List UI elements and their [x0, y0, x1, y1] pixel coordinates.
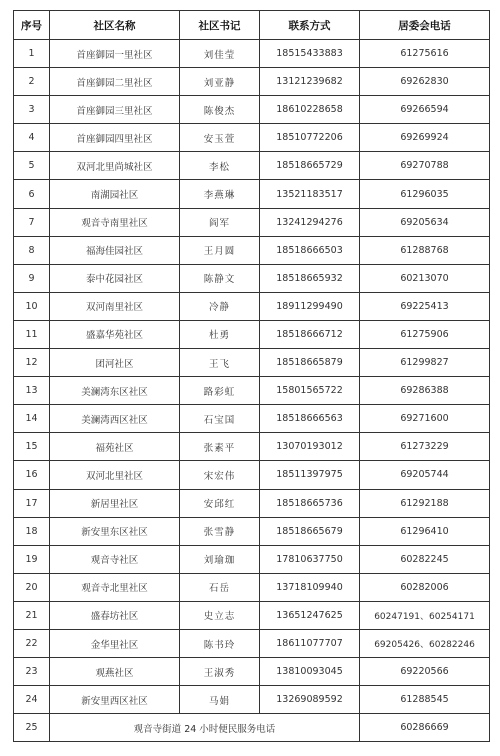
office-phone: 61288545 — [360, 686, 490, 714]
community-name: 首座御园四里社区 — [50, 124, 180, 152]
row-number: 24 — [14, 686, 50, 714]
office-phone: 61288768 — [360, 236, 490, 264]
contact-phone: 13651247625 — [260, 601, 360, 629]
header-community-name: 社区名称 — [50, 11, 180, 40]
table-row — [14, 349, 490, 377]
table-row — [14, 124, 490, 152]
contact-phone: 13810093045 — [260, 658, 360, 686]
office-phone: 69225413 — [360, 292, 490, 320]
community-name: 双河南里社区 — [50, 292, 180, 320]
row-number: 21 — [14, 601, 50, 629]
row-number: 6 — [14, 180, 50, 208]
contact-phone: 13070193012 — [260, 433, 360, 461]
contact-phone: 18518666503 — [260, 236, 360, 264]
row-number: 18 — [14, 517, 50, 545]
header-contact: 联系方式 — [260, 11, 360, 40]
row-number: 19 — [14, 545, 50, 573]
secretary-name: 陈书玲 — [180, 629, 260, 657]
community-name: 新居里社区 — [50, 489, 180, 517]
secretary-name: 安玉萱 — [180, 124, 260, 152]
secretary-name: 陈静文 — [180, 264, 260, 292]
secretary-name: 路彩虹 — [180, 377, 260, 405]
secretary-name: 刘佳莹 — [180, 40, 260, 68]
community-name: 美澜湾东区社区 — [50, 377, 180, 405]
table-row — [14, 208, 490, 236]
row-number: 20 — [14, 573, 50, 601]
contact-phone: 18518666712 — [260, 320, 360, 348]
contact-phone: 13269089592 — [260, 686, 360, 714]
footer-number: 25 — [14, 714, 50, 742]
contact-phone: 18518665679 — [260, 517, 360, 545]
header-office-phone: 居委会电话 — [360, 11, 490, 40]
secretary-name: 王飞 — [180, 349, 260, 377]
community-name: 新安里东区社区 — [50, 517, 180, 545]
office-phone: 69271600 — [360, 405, 490, 433]
table-row — [14, 236, 490, 264]
row-number: 9 — [14, 264, 50, 292]
office-phone: 61296410 — [360, 517, 490, 545]
community-name: 美澜湾西区社区 — [50, 405, 180, 433]
table-row — [14, 377, 490, 405]
footer-row — [14, 714, 490, 742]
table-row — [14, 489, 490, 517]
table-row — [14, 264, 490, 292]
secretary-name: 陈俊杰 — [180, 96, 260, 124]
office-phone: 69205426、60282246 — [360, 629, 490, 657]
table-row — [14, 629, 490, 657]
office-phone: 61292188 — [360, 489, 490, 517]
office-phone: 61296035 — [360, 180, 490, 208]
office-phone: 69262830 — [360, 68, 490, 96]
row-number: 5 — [14, 152, 50, 180]
office-phone: 69286388 — [360, 377, 490, 405]
table-row — [14, 517, 490, 545]
header-secretary: 社区书记 — [180, 11, 260, 40]
row-number: 16 — [14, 461, 50, 489]
office-phone: 61299827 — [360, 349, 490, 377]
office-phone: 69266594 — [360, 96, 490, 124]
community-name: 首座御园二里社区 — [50, 68, 180, 96]
community-name: 观音寺社区 — [50, 545, 180, 573]
table-row — [14, 96, 490, 124]
contact-phone: 18518665932 — [260, 264, 360, 292]
community-name: 双河北里尚城社区 — [50, 152, 180, 180]
table-row — [14, 40, 490, 68]
row-number: 17 — [14, 489, 50, 517]
header-number: 序号 — [14, 11, 50, 40]
table-row — [14, 601, 490, 629]
header-row — [14, 11, 490, 40]
contact-phone: 18515433883 — [260, 40, 360, 68]
community-name: 泰中花园社区 — [50, 264, 180, 292]
row-number: 14 — [14, 405, 50, 433]
table-row — [14, 686, 490, 714]
office-phone: 60282006 — [360, 573, 490, 601]
table-row — [14, 152, 490, 180]
contact-phone: 13121239682 — [260, 68, 360, 96]
row-number: 13 — [14, 377, 50, 405]
row-number: 8 — [14, 236, 50, 264]
office-phone: 61275906 — [360, 320, 490, 348]
community-contact-table — [13, 10, 490, 742]
community-name: 福海佳园社区 — [50, 236, 180, 264]
secretary-name: 马娟 — [180, 686, 260, 714]
footer-label: 观音寺街道 24 小时便民服务电话 — [50, 714, 360, 742]
contact-phone: 18518666563 — [260, 405, 360, 433]
secretary-name: 杜勇 — [180, 320, 260, 348]
contact-phone: 18511397975 — [260, 461, 360, 489]
community-name: 团河社区 — [50, 349, 180, 377]
community-name: 观燕社区 — [50, 658, 180, 686]
row-number: 23 — [14, 658, 50, 686]
community-name: 双河北里社区 — [50, 461, 180, 489]
contact-phone: 18610228658 — [260, 96, 360, 124]
secretary-name: 石岳 — [180, 573, 260, 601]
row-number: 2 — [14, 68, 50, 96]
community-name: 南湖园社区 — [50, 180, 180, 208]
table-row — [14, 545, 490, 573]
secretary-name: 王淑秀 — [180, 658, 260, 686]
row-number: 7 — [14, 208, 50, 236]
contact-phone: 15801565722 — [260, 377, 360, 405]
contact-phone: 18518665729 — [260, 152, 360, 180]
table-row — [14, 461, 490, 489]
table-row — [14, 68, 490, 96]
community-name: 新安里西区社区 — [50, 686, 180, 714]
community-name: 盛嘉华苑社区 — [50, 320, 180, 348]
secretary-name: 史立志 — [180, 601, 260, 629]
secretary-name: 李松 — [180, 152, 260, 180]
contact-phone: 18518665879 — [260, 349, 360, 377]
row-number: 22 — [14, 629, 50, 657]
office-phone: 69205634 — [360, 208, 490, 236]
secretary-name: 刘瑜珈 — [180, 545, 260, 573]
row-number: 12 — [14, 349, 50, 377]
table-row — [14, 658, 490, 686]
secretary-name: 李燕琳 — [180, 180, 260, 208]
table-row — [14, 320, 490, 348]
contact-phone: 17810637750 — [260, 545, 360, 573]
footer-phone: 60286669 — [360, 714, 490, 742]
contact-phone: 18911299490 — [260, 292, 360, 320]
row-number: 3 — [14, 96, 50, 124]
community-name: 观音寺南里社区 — [50, 208, 180, 236]
contact-phone: 13718109940 — [260, 573, 360, 601]
secretary-name: 阎军 — [180, 208, 260, 236]
secretary-name: 张雪静 — [180, 517, 260, 545]
secretary-name: 宋宏伟 — [180, 461, 260, 489]
row-number: 1 — [14, 40, 50, 68]
contact-phone: 18510772206 — [260, 124, 360, 152]
contact-phone: 18518665736 — [260, 489, 360, 517]
community-name: 首座御园三里社区 — [50, 96, 180, 124]
table-row — [14, 573, 490, 601]
office-phone: 69205744 — [360, 461, 490, 489]
office-phone: 69220566 — [360, 658, 490, 686]
contact-phone: 13241294276 — [260, 208, 360, 236]
office-phone: 61273229 — [360, 433, 490, 461]
secretary-name: 石宝国 — [180, 405, 260, 433]
secretary-name: 安邱红 — [180, 489, 260, 517]
office-phone: 69270788 — [360, 152, 490, 180]
office-phone: 60213070 — [360, 264, 490, 292]
row-number: 10 — [14, 292, 50, 320]
secretary-name: 冷静 — [180, 292, 260, 320]
table-row — [14, 405, 490, 433]
contact-phone: 13521183517 — [260, 180, 360, 208]
table-body — [14, 40, 490, 714]
community-name: 福苑社区 — [50, 433, 180, 461]
contact-phone: 18611077707 — [260, 629, 360, 657]
office-phone: 60247191、60254171 — [360, 601, 490, 629]
table-row — [14, 292, 490, 320]
community-name: 首座御园一里社区 — [50, 40, 180, 68]
secretary-name: 刘亚静 — [180, 68, 260, 96]
community-name: 观音寺北里社区 — [50, 573, 180, 601]
row-number: 15 — [14, 433, 50, 461]
office-phone: 60282245 — [360, 545, 490, 573]
row-number: 4 — [14, 124, 50, 152]
table-row — [14, 433, 490, 461]
secretary-name: 张素平 — [180, 433, 260, 461]
secretary-name: 王月圆 — [180, 236, 260, 264]
community-name: 盛春坊社区 — [50, 601, 180, 629]
community-name: 金华里社区 — [50, 629, 180, 657]
office-phone: 61275616 — [360, 40, 490, 68]
table-row — [14, 180, 490, 208]
office-phone: 69269924 — [360, 124, 490, 152]
row-number: 11 — [14, 320, 50, 348]
